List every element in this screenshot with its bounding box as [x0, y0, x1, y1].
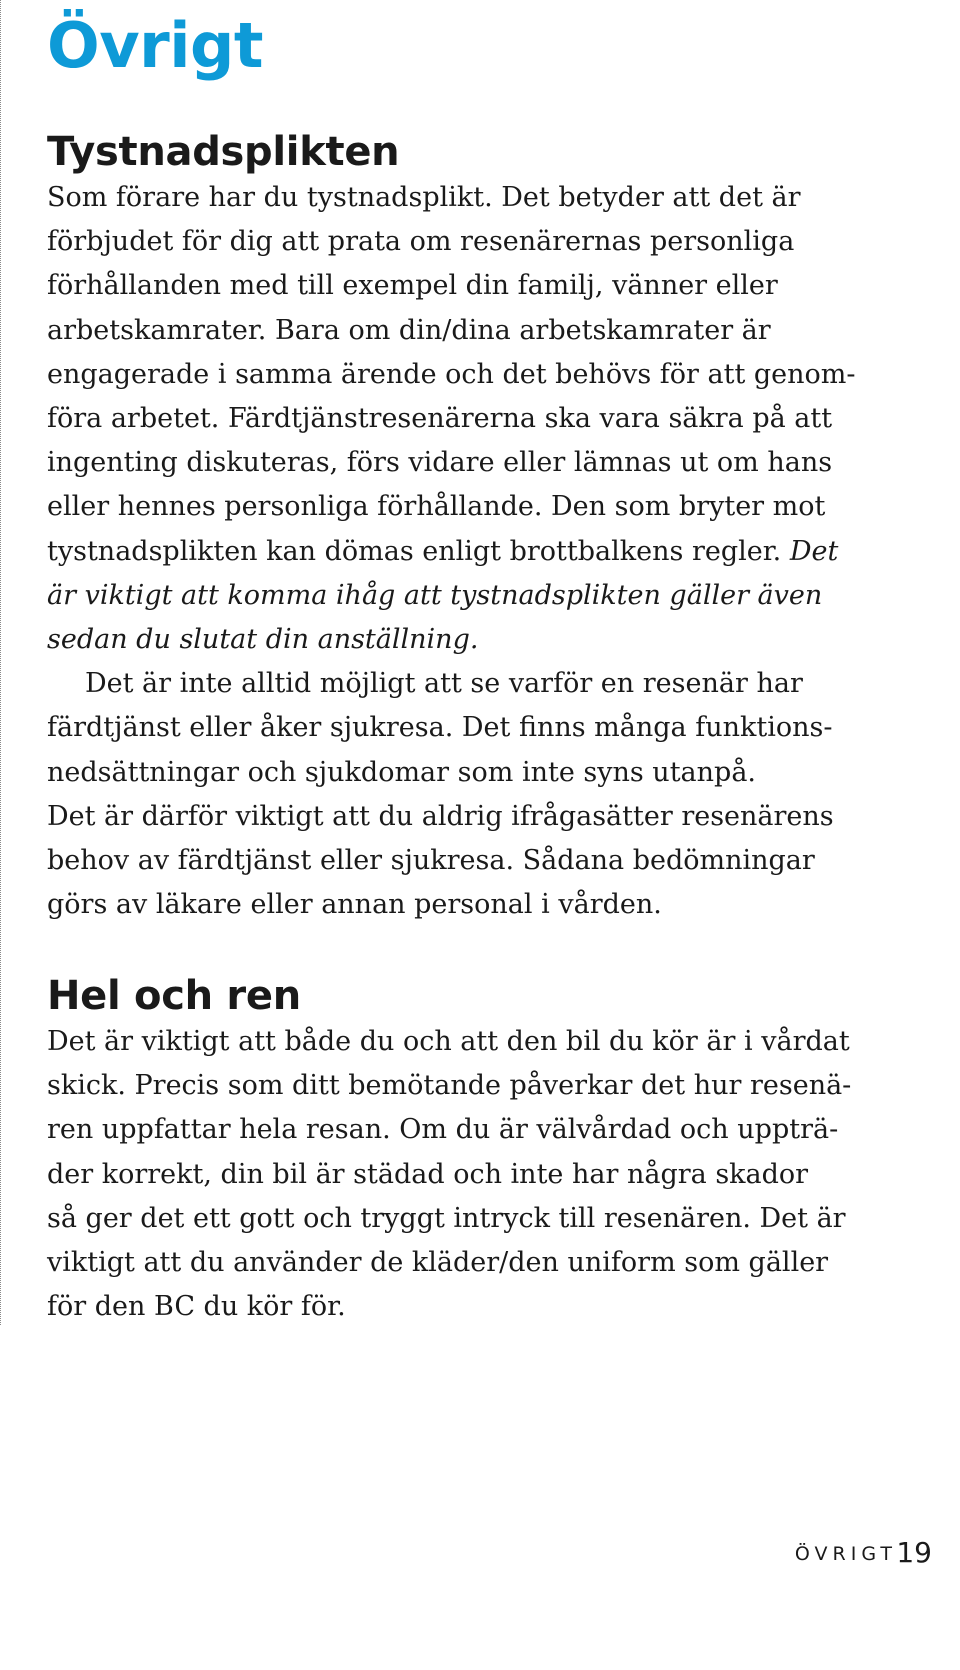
text-line: förbjudet för dig att prata om resenärernas personliga: [47, 226, 795, 258]
text-line-italic: Det: [789, 535, 839, 567]
section-heading: Tystnadsplikten: [47, 129, 400, 175]
text-line: förhållanden med till exempel din familj, vänner eller: [47, 270, 778, 302]
text-line: ren uppfattar hela resan. Om du är välvårdad och uppträ-: [47, 1114, 839, 1146]
text-line: [47, 530, 927, 574]
text-line: ingenting diskuteras, förs vidare eller lämnas ut om hans: [47, 447, 833, 479]
text-line-roman: tystnadsplikten kan dömas enligt brottbalkens regler.: [47, 535, 782, 567]
text-line: der korrekt, din bil är städad och inte har några skador: [47, 1158, 809, 1190]
text-line-italic: är viktigt att komma ihåg att tystnadsplikten gäller även: [47, 579, 823, 611]
section-body: [47, 176, 927, 927]
section-hel-och-ren: [47, 972, 927, 1329]
binding-edge-divider: [0, 0, 1, 1325]
text-line: arbetskamrater. Bara om din/dina arbetskamrater är: [47, 314, 771, 346]
text-line: färdtjänst eller åker sjukresa. Det finns många funktions-: [47, 712, 833, 744]
text-line: så ger det ett gott och tryggt intryck till resenären. Det är: [47, 1202, 846, 1234]
text-line: Som förare har du tystnadsplikt. Det betyder att det är: [47, 182, 801, 213]
text-line: skick. Precis som ditt bemötande påverkar det hur resenä-: [47, 1070, 852, 1102]
text-line-paragraph-start: Det är inte alltid möjligt att se varför en resenär har: [85, 668, 803, 700]
section-tystnadsplikten: [47, 128, 927, 927]
text-line: behov av färdtjänst eller sjukresa. Sådana bedömningar: [47, 845, 815, 877]
text-line: föra arbetet. Färdtjänstresenärerna ska vara säkra på att: [47, 403, 833, 435]
text-line: nedsättningar och sjukdomar som inte syns utanpå.: [47, 756, 757, 788]
text-line: Det är därför viktigt att du aldrig ifrågasätter resenärens: [47, 800, 834, 832]
text-line: viktigt att du använder de kläder/den uniform som gäller: [47, 1247, 829, 1279]
page-number: 19: [896, 1536, 932, 1569]
section-body: [47, 1020, 927, 1329]
text-line: för den BC du kör för.: [47, 1291, 346, 1323]
chapter-title: Övrigt: [47, 9, 263, 82]
text-line: görs av läkare eller annan personal i vården.: [47, 889, 662, 921]
text-line-italic: sedan du slutat din anställning.: [47, 624, 479, 656]
running-head: ÖVRIGT: [794, 1543, 897, 1565]
text-line: eller hennes personliga förhållande. Den som bryter mot: [47, 491, 826, 523]
text-line: engagerade i samma ärende och det behövs för att genom-: [47, 358, 856, 390]
text-line: Det är viktigt att både du och att den bil du kör är i vårdat: [47, 1026, 850, 1057]
section-heading: Hel och ren: [47, 973, 301, 1019]
